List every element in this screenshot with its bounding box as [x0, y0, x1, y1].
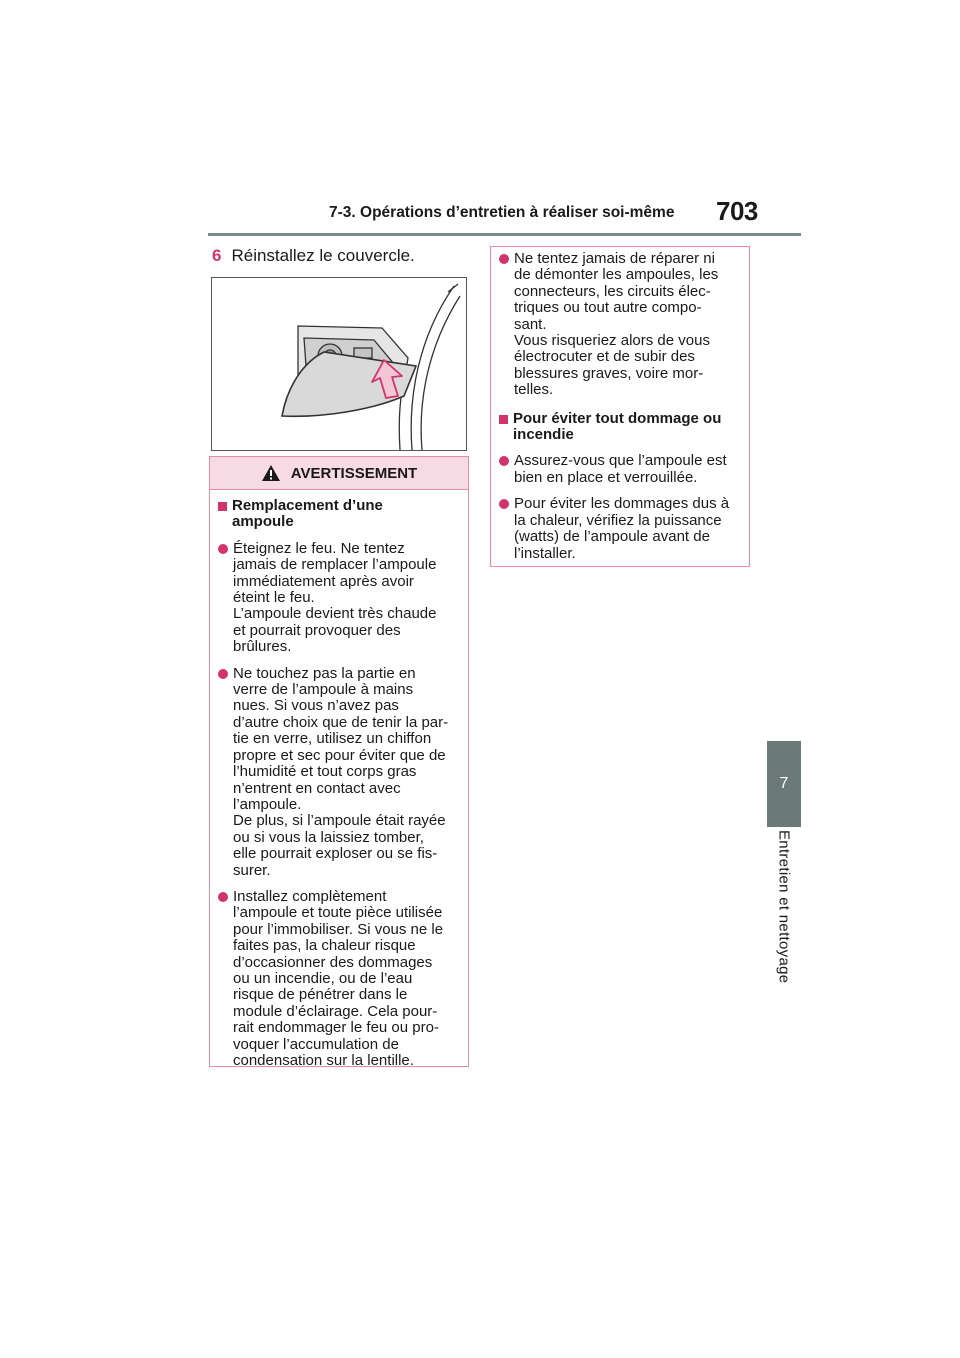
step-instruction — [212, 246, 415, 266]
chapter-side-label — [776, 830, 793, 983]
bullet-dot-icon — [499, 254, 509, 264]
warning-bullet — [498, 251, 743, 399]
warning-bullet — [498, 453, 743, 486]
section-title: 7-3. Opérations d’entretien à réaliser soi-même — [329, 204, 675, 221]
bullet-text: Éteignez le feu. Ne tentez jamais de remplacer l’ampoule immédiatement après avoir éteint le feu. L’ampoule devient très chaude et pourrait provoquer des brûlures. — [233, 539, 437, 656]
square-bullet-icon — [218, 502, 227, 511]
bullet-dot-icon — [499, 499, 509, 509]
header-rule — [208, 233, 801, 236]
chapter-label: Entretien et nettoyage — [775, 830, 793, 984]
cover-illustration — [212, 278, 466, 450]
bullet-dot-icon — [218, 892, 228, 902]
warning-heading — [498, 411, 743, 444]
warning-heading — [217, 498, 462, 531]
chapter-number: 7 — [779, 775, 789, 792]
warning-box — [209, 456, 469, 1067]
bullet-text: Ne tentez jamais de réparer ni de démonter les ampoules, les connecteurs, les circuits élec- triques ou tout autre compo- sant. Vous risqueriez alors de vous électrocuter et de subir des blessures graves, voire mor- telles. — [514, 250, 719, 399]
warning-bullet — [498, 496, 743, 562]
warning-bullet — [217, 666, 462, 879]
illustration-reinstall-cover — [211, 277, 467, 451]
heading-text: Remplacement d’une ampoule — [232, 497, 383, 531]
warning-header — [210, 457, 468, 490]
bullet-dot-icon — [499, 456, 509, 466]
step-text: Réinstallez le couvercle. — [231, 246, 415, 265]
warning-triangle-icon — [261, 464, 281, 482]
bullet-dot-icon — [218, 669, 228, 679]
warning-box-continued — [490, 246, 750, 567]
warning-title: AVERTISSEMENT — [290, 464, 418, 482]
chapter-tab — [767, 741, 801, 827]
page-number: 703 — [716, 196, 758, 226]
bullet-text: Pour éviter les dommages dus à la chaleur, vérifiez la puissance (watts) de l’ampoule avant de l’installer. — [514, 495, 730, 562]
square-bullet-icon — [499, 415, 508, 424]
bullet-text: Ne touchez pas la partie en verre de l’ampoule à mains nues. Si vous n’avez pas d’autre choix que de tenir la par- tie en verre, utilisez un chiffon propre et sec pour éviter que de l’humidité et tout corps gras n’entrent en contact avec l’ampoule. De plus, si l’ampoule était rayée ou si vous la laissiez tomber, elle pourrait exploser ou se fis- surer. — [233, 664, 449, 879]
bullet-text: Assurez-vous que l’ampoule est bien en place et verrouillée. — [514, 452, 727, 486]
step-number: 6 — [212, 246, 222, 265]
heading-text: Pour éviter tout dommage ou incendie — [513, 409, 722, 444]
warning-bullet — [217, 541, 462, 656]
bullet-text: Installez complètement l’ampoule et toute pièce utilisée pour l’immobiliser. Si vous ne le faites pas, la chaleur risque d’occasionner des dommages ou un incendie, ou de l’eau risque de pénétrer dans le module d’éclairage. Cela pour- rait endommager le feu ou pro- voquer l’accumulation de condensation sur la lentille. — [233, 887, 444, 1069]
warning-bullet — [217, 889, 462, 1069]
bullet-dot-icon — [218, 544, 228, 554]
